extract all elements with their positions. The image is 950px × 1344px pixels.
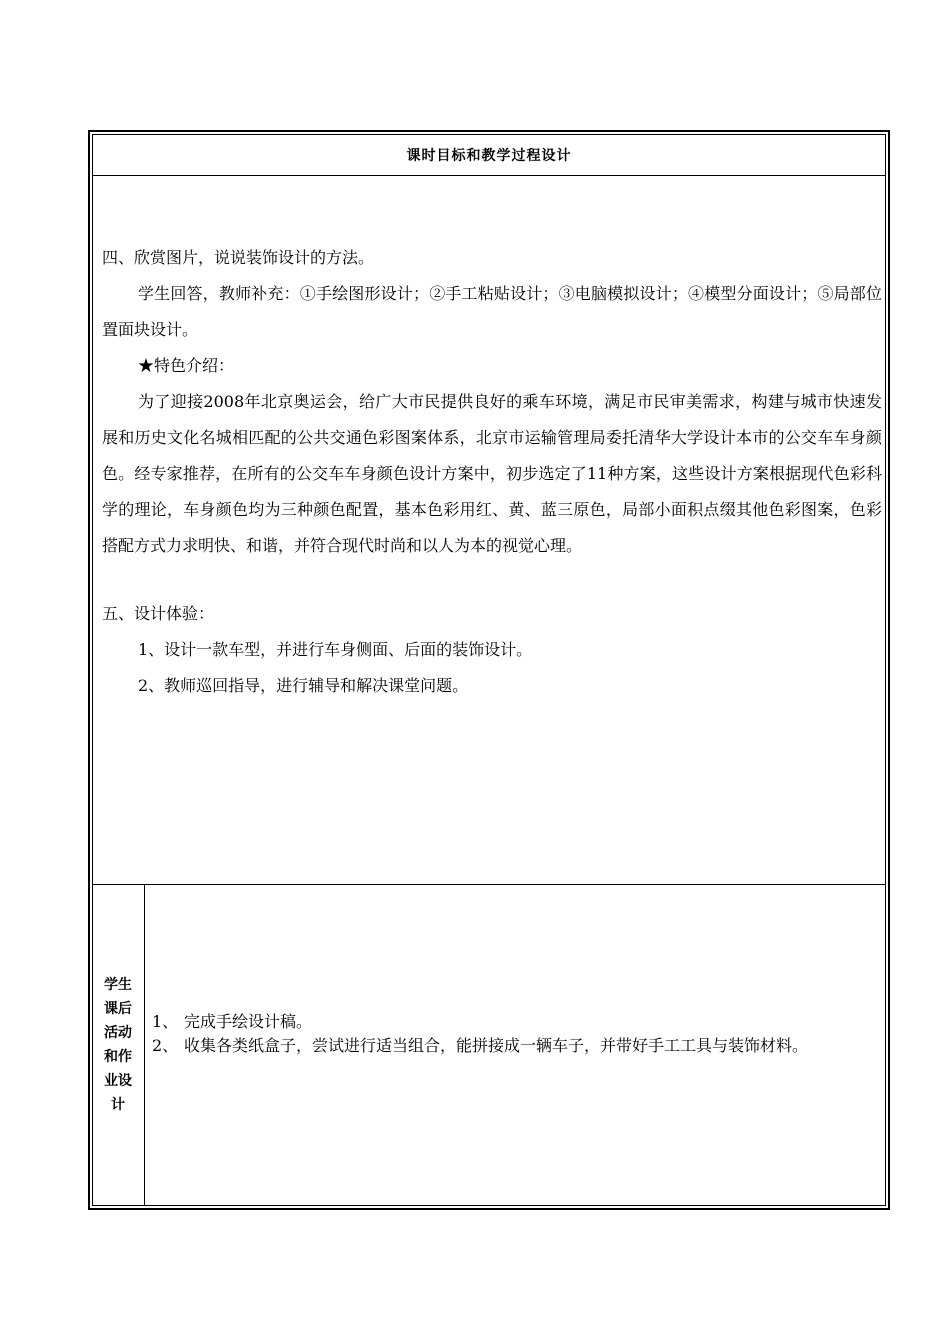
- section5-item: 1、设计一款车型，并进行车身侧面、后面的装饰设计。: [138, 640, 533, 659]
- homework-item-number: 1、: [152, 1012, 179, 1031]
- homework-content: [152, 1010, 882, 1058]
- section5-heading: 五、设计体验：: [102, 604, 215, 623]
- homework-label: 学生课后活动和作业设计: [104, 977, 132, 1113]
- section5-item: 2、教师巡回指导，进行辅导和解决课堂问题。: [138, 676, 469, 695]
- homework-item-number: 2、: [152, 1036, 179, 1055]
- homework-label-cell: [92, 884, 144, 1206]
- spacer: [102, 564, 882, 596]
- lesson-process-content: [102, 240, 882, 704]
- feature-heading: ★特色介绍：: [138, 356, 235, 375]
- table-title: 课时目标和教学过程设计: [406, 147, 572, 164]
- section4-heading: 四、欣赏图片，说说装饰设计的方法。: [102, 248, 375, 267]
- row-divider: [92, 884, 886, 885]
- section4-answer: 学生回答，教师补充：①手绘图形设计；②手工粘贴设计；③电脑模拟设计；④模型分面设计；⑤局部位置面块设计。: [102, 284, 882, 339]
- homework-item: [152, 1010, 882, 1034]
- column-divider: [144, 884, 145, 1206]
- table-header-row: [92, 134, 886, 176]
- feature-text: 为了迎接2008年北京奥运会，给广大市民提供良好的乘车环境，满足市民审美需求，构建与城市快速发展和历史文化名城相匹配的公共交通色彩图案体系，北京市运输管理局委托清华大学设计本市的公交车车身颜色。经专家推荐，在所有的公交车车身颜色设计方案中，初步选定了11种方案，这些设计方案根据现代色彩科学的理论，车身颜色均为三种颜色配置，基本色彩用红、黄、蓝三原色，局部小面积点缀其他色彩图案，色彩搭配方式力求明快、和谐，并符合现代时尚和以人为本的视觉心理。: [102, 392, 882, 555]
- homework-item: [152, 1034, 882, 1058]
- homework-item-text: 完成手绘设计稿。: [184, 1012, 313, 1031]
- homework-item-text: 收集各类纸盒子，尝试进行适当组合，能拼接成一辆车子，并带好手工工具与装饰材料。: [184, 1036, 809, 1055]
